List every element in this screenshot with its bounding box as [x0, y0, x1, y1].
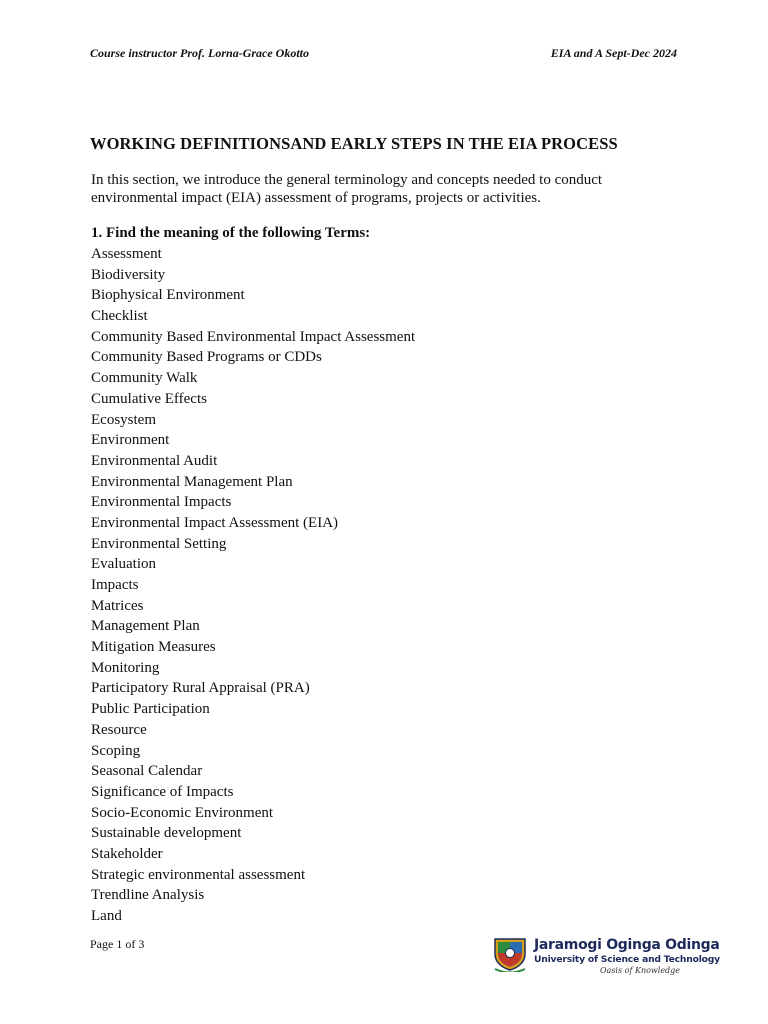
term-item: Assessment	[91, 246, 162, 262]
terms-list	[91, 244, 415, 927]
question-heading: 1. Find the meaning of the following Terms:	[91, 225, 371, 241]
term-item: Matrices	[91, 597, 144, 614]
term-item: Ecosystem	[91, 411, 156, 428]
term-item: Management Plan	[91, 618, 200, 635]
term-item: Impacts	[91, 577, 139, 593]
logo-motto: Oasis of Knowledge	[600, 965, 681, 975]
term-item: Strategic environmental assessment	[91, 866, 306, 883]
term-item: Mitigation Measures	[91, 639, 216, 656]
term-item: Biophysical Environment	[91, 287, 245, 304]
term-item: Socio-Economic Environment	[91, 804, 274, 821]
header-instructor: Course instructor Prof. Lorna-Grace Okotto	[90, 46, 310, 60]
document-title: WORKING DEFINITIONSAND EARLY STEPS IN THE EIA PROCESS	[90, 134, 618, 153]
intro-paragraph: In this section, we introduce the general terminology and concepts needed to conduct environmental impact (EIA) assessment of programs, projects or activities.	[91, 172, 603, 206]
logo-university-subtitle: University of Science and Technology	[534, 954, 720, 966]
term-item: Sustainable development	[91, 825, 242, 842]
term-item: Checklist	[91, 308, 148, 325]
term-item: Monitoring	[91, 659, 160, 676]
term-item: Seasonal Calendar	[91, 763, 203, 780]
term-item: Biodiversity	[91, 266, 166, 283]
term-item: Trendline Analysis	[91, 887, 205, 904]
term-item: Evaluation	[91, 556, 156, 573]
term-item: Environmental Impact Assessment (EIA)	[91, 514, 339, 531]
term-item: Stakeholder	[91, 845, 163, 862]
university-logo	[492, 936, 720, 977]
term-item: Scoping	[91, 742, 141, 759]
term-item: Environmental Management Plan	[91, 473, 293, 490]
university-crest-icon	[492, 936, 528, 977]
term-item: Community Walk	[91, 370, 198, 387]
term-item: Participatory Rural Appraisal (PRA)	[91, 680, 310, 697]
page-header	[90, 46, 677, 61]
term-item: Community Based Environmental Impact Assessment	[91, 328, 416, 345]
page-number: Page 1 of 3	[90, 937, 145, 951]
term-item: Significance of Impacts	[91, 783, 234, 800]
term-item: Environmental Audit	[91, 452, 218, 469]
term-item: Land	[91, 908, 122, 924]
logo-university-name: Jaramogi Oginga Odinga	[534, 937, 720, 954]
term-item: Environmental Impacts	[91, 494, 232, 511]
term-item: Community Based Programs or CDDs	[91, 349, 322, 366]
term-item: Cumulative Effects	[91, 390, 207, 407]
header-course: EIA and A Sept-Dec 2024	[550, 46, 677, 60]
term-item: Environment	[91, 432, 170, 449]
term-item: Resource	[91, 721, 147, 738]
term-item: Environmental Setting	[91, 535, 227, 552]
term-item: Public Participation	[91, 701, 210, 718]
